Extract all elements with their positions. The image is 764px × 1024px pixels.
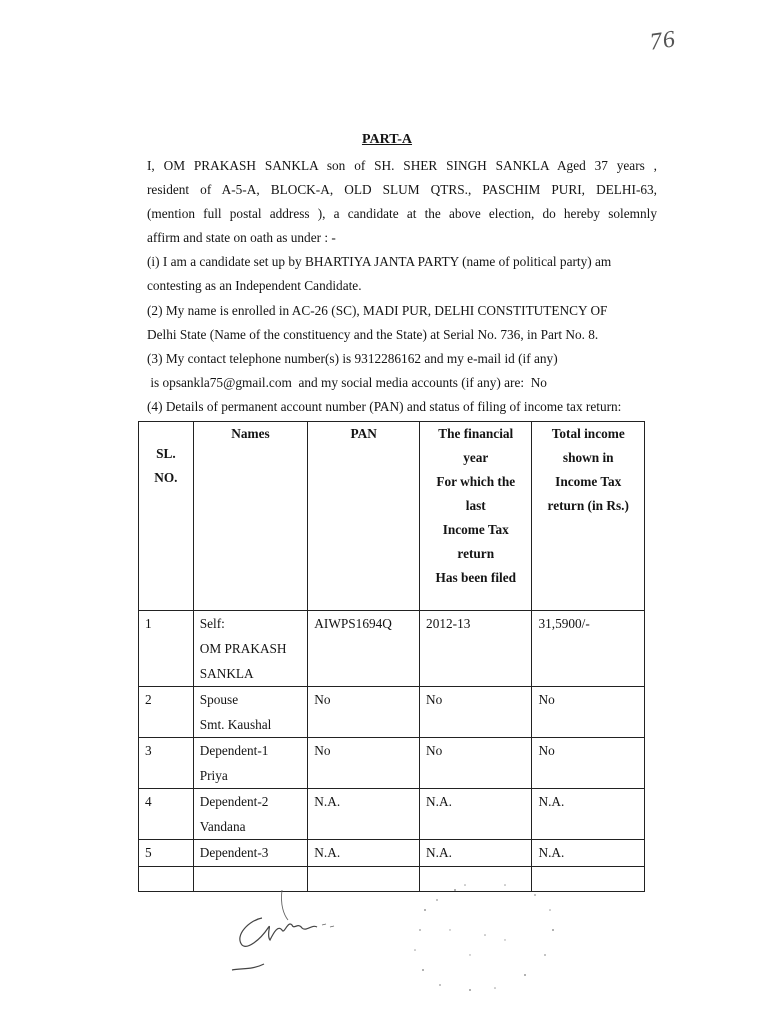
affidavit-body [147,154,657,419]
cell-pan: N.A. [308,840,420,867]
name-line: Smt. Kaushal [199,717,272,732]
name-line: Vandana [199,819,246,834]
intro-line-3: (mention full postal address ), a candidate at the above election, do hereby solemnly [147,206,657,222]
cell-year: 2012-13 [420,611,532,687]
name-line: OM PRAKASH [199,641,287,656]
table-row [139,840,645,867]
intro-line-2: resident of A-5-A, BLOCK-A, OLD SLUM QTRS., PASCHIM PURI, DELHI-63, [147,182,657,198]
faded-stamp [395,870,575,1010]
header-names: Names [193,422,308,611]
cell-pan: N.A. [308,789,420,840]
name-line: Priya [199,768,228,783]
cell-name [193,611,308,687]
cell-sl: 1 [139,611,194,687]
table-row [139,738,645,789]
cell-income: No [532,687,645,738]
cell-income: N.A. [532,789,645,840]
cell-name [193,738,308,789]
table-row [139,611,645,687]
header-year-line: Income Tax [442,522,509,537]
table-row [139,687,645,738]
name-line: Spouse [199,692,239,707]
item-2-line-2: Delhi State (Name of the constituency and the State) at Serial No. 736, in Part No. 8. [147,326,599,342]
item-3-line-2: is opsankla75@gmail.com and my social media accounts (if any) are: No [147,374,547,390]
name-line: Dependent-2 [199,794,269,809]
header-year-line: Has been filed [435,570,517,585]
intro-line-1: I, OM PRAKASH SANKLA son of SH. SHER SINGH SANKLA Aged 37 years , [147,158,657,173]
cell-sl: 5 [139,840,194,867]
header-year-line: last [465,498,486,513]
cell-name [193,840,308,867]
cell-pan: No [308,687,420,738]
header-sl-no [139,422,194,611]
name-line: Self: [199,616,225,631]
cell-year: N.A. [420,789,532,840]
header-income-line: Income Tax [555,474,622,489]
cell-income: No [532,738,645,789]
page-number: 76 [648,26,678,56]
item-1-line-2: contesting as an Independent Candidate. [147,278,362,294]
cell-name [193,687,308,738]
header-sl-line: NO. [154,470,178,485]
header-financial-year [420,422,532,611]
cell-year: No [420,687,532,738]
header-total-income [532,422,645,611]
cell-name [193,789,308,840]
header-sl-line: SL. [156,446,176,461]
table-row [139,789,645,840]
item-3-line-1: (3) My contact telephone number(s) is 9312286162 and my e-mail id (if any) [147,350,558,366]
name-line: SANKLA [199,666,254,681]
cell-year: N.A. [420,840,532,867]
header-income-line: Total income [551,426,625,441]
cell-pan: AIWPS1694Q [308,611,420,687]
item-4-line: (4) Details of permanent account number (PAN) and status of filing of income tax return: [147,398,622,414]
header-year-line: The financial [438,426,514,441]
pan-details-table [138,421,645,892]
cell-income: N.A. [532,840,645,867]
item-2-line-1: (2) My name is enrolled in AC-26 (SC), MADI PUR, DELHI CONSTITUTENCY OF [147,302,608,318]
cell-sl: 3 [139,738,194,789]
header-income-line: return (in Rs.) [547,498,629,513]
header-year-line: For which the [436,474,516,489]
cell-income: 31,5900/- [532,611,645,687]
header-pan: PAN [308,422,420,611]
name-line: Dependent-1 [199,743,269,758]
cell-year: No [420,738,532,789]
intro-line-4: affirm and state on oath as under : - [147,230,336,246]
header-income-line: shown in [562,450,614,465]
cell-sl [139,867,194,892]
cell-sl: 4 [139,789,194,840]
page-title: PART-A [361,132,413,147]
header-year-line: return [457,546,495,561]
name-line: Dependent-3 [199,845,269,860]
table-header-row [139,422,645,611]
item-1-line-1: (i) I am a candidate set up by BHARTIYA JANTA PARTY (name of political party) am [147,254,612,270]
signature [222,880,362,980]
cell-sl: 2 [139,687,194,738]
header-year-line: year [463,450,489,465]
cell-pan: No [308,738,420,789]
